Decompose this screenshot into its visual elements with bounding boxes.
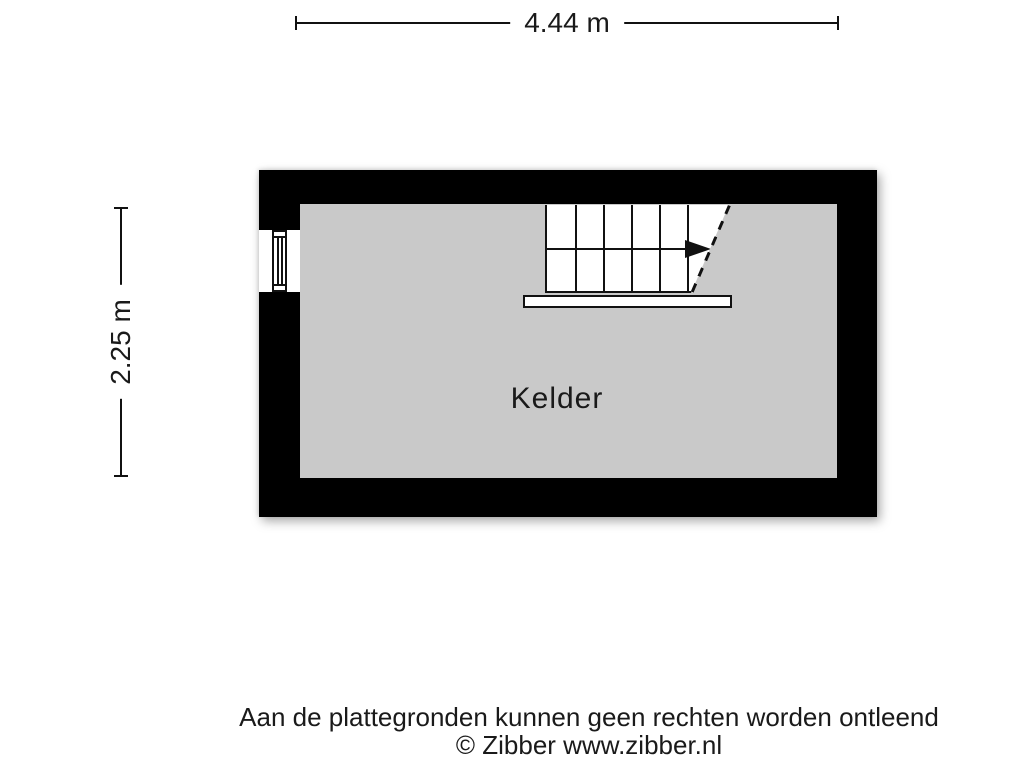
height-dimension-label: 2.25 m xyxy=(103,285,139,399)
dimension-tick xyxy=(114,475,128,477)
dimension-tick xyxy=(295,16,297,30)
stair-walk-line xyxy=(547,248,699,250)
copyright-text: © Zibber www.zibber.nl xyxy=(455,730,723,760)
footer xyxy=(239,703,939,759)
dimension-tick xyxy=(837,16,839,30)
stair-landing-bar xyxy=(523,295,732,308)
floorplan xyxy=(259,170,877,517)
window-icon xyxy=(272,230,287,292)
width-dimension-label: 4.44 m xyxy=(510,7,624,39)
room-label: Kelder xyxy=(510,382,604,415)
width-dimension xyxy=(295,7,839,38)
window-opening xyxy=(259,230,300,292)
height-dimension xyxy=(105,207,136,477)
disclaimer-text: Aan de plattegronden kunnen geen rechten worden ontleend xyxy=(239,702,939,732)
dimension-tick xyxy=(114,207,128,209)
